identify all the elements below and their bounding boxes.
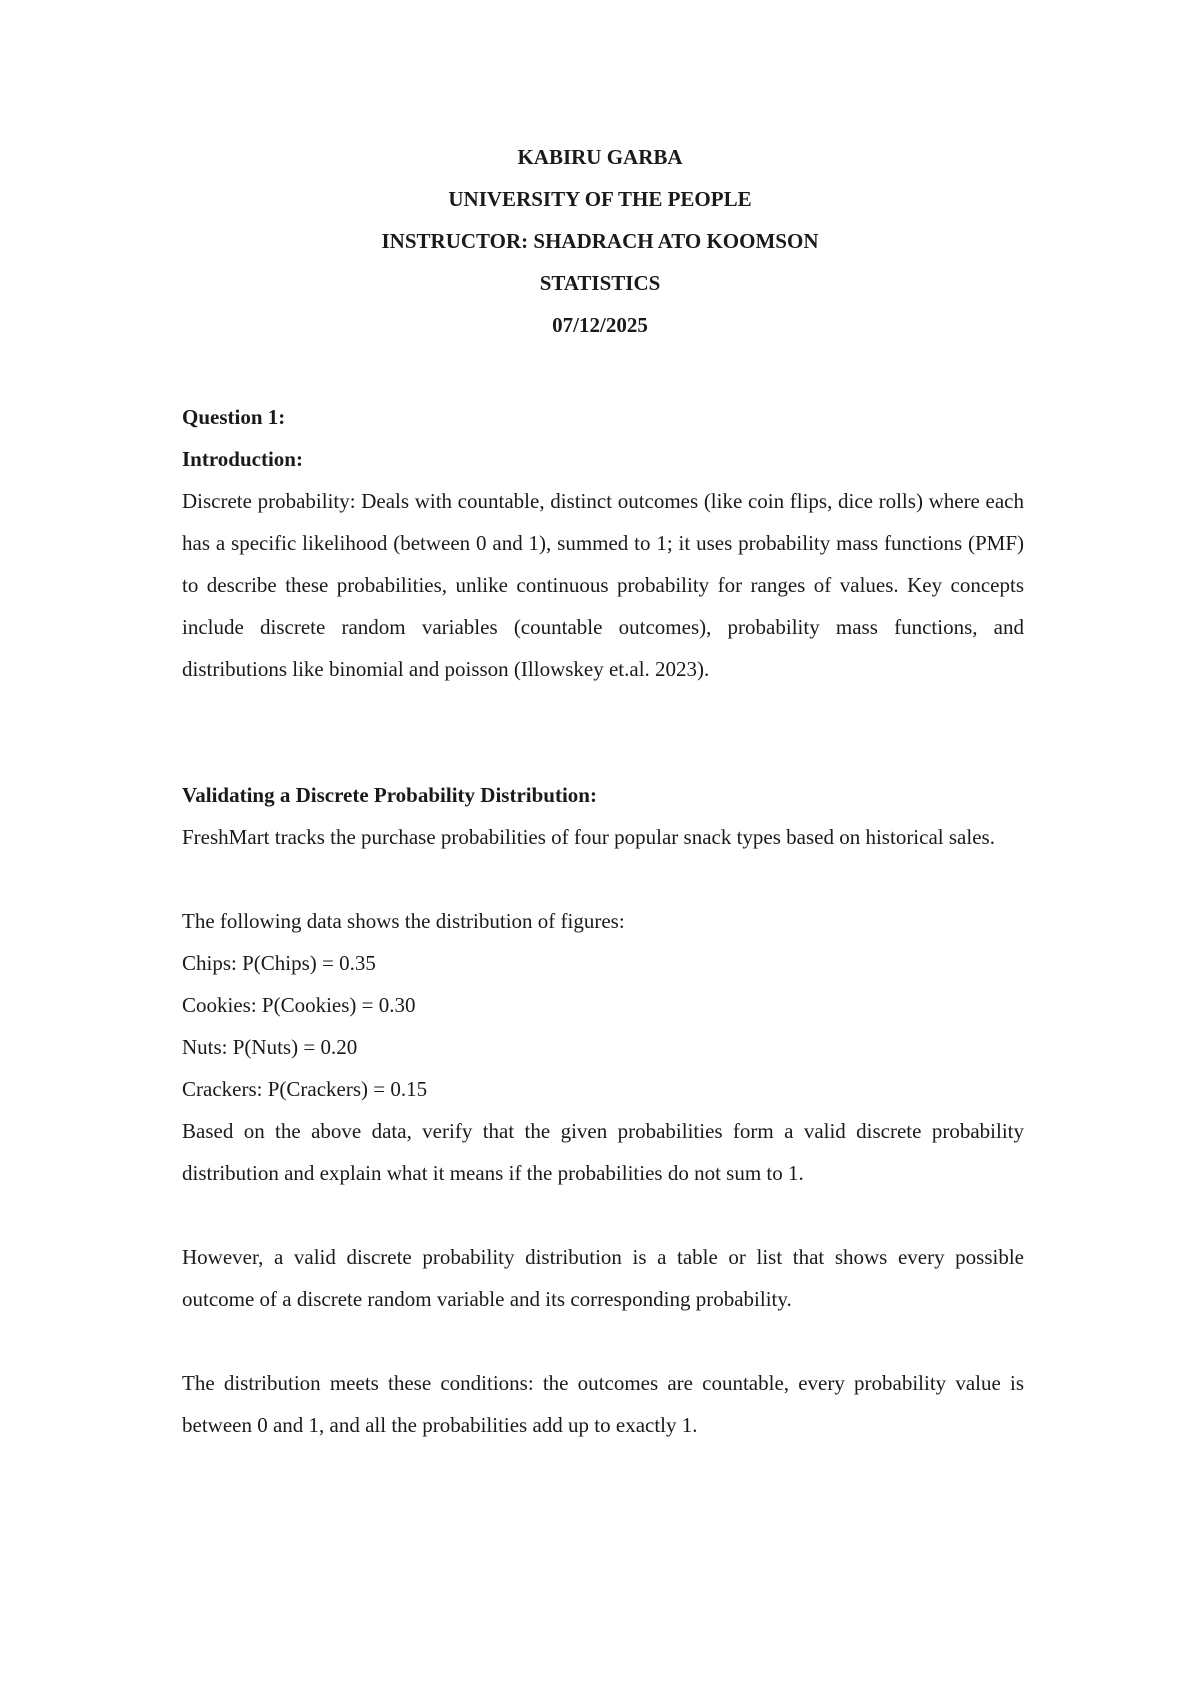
university-name: UNIVERSITY OF THE PEOPLE [448, 187, 752, 211]
instructor-name: INSTRUCTOR: SHADRACH ATO KOOMSON [381, 229, 819, 253]
introduction-heading: Introduction: [182, 447, 303, 471]
conditions-paragraph: The distribution meets these conditions: the outcomes are countable, every probability value is between 0 and 1, and all the probabilities add up to exactly 1. [182, 1371, 1024, 1437]
verify-paragraph: Based on the above data, verify that the given probabilities form a valid discrete probability distribution and explain what it means if the probabilities do not sum to 1. [182, 1119, 1024, 1185]
data-intro-line: The following data shows the distribution of figures: [182, 909, 625, 933]
probability-nuts: Nuts: P(Nuts) = 0.20 [182, 1035, 358, 1059]
author-name: KABIRU GARBA [517, 145, 683, 169]
spacer [182, 1194, 1024, 1236]
probability-crackers: Crackers: P(Crackers) = 0.15 [182, 1077, 428, 1101]
spacer [182, 690, 1024, 774]
course-name: STATISTICS [539, 271, 661, 295]
title-block [0, 145, 1200, 355]
probability-cookies: Cookies: P(Cookies) = 0.30 [182, 993, 416, 1017]
spacer [182, 858, 1024, 900]
introduction-paragraph: Discrete probability: Deals with countable, distinct outcomes (like coin flips, dice rolls) where each has a specific likelihood (between 0 and 1), summed to 1; it uses probability mass functions (PMF) to describe these probabilities, unlike continuous probability for ranges of values. Key concepts include discrete random variables (countable outcomes), probability mass functions, and distributions like binomial and poisson (Illowskey et.al. 2023). [182, 489, 1024, 681]
freshmart-paragraph: FreshMart tracks the purchase probabilities of four popular snack types based on historical sales. [182, 825, 995, 849]
validating-heading: Validating a Discrete Probability Distribution: [182, 783, 597, 807]
spacer [182, 1320, 1024, 1362]
document-body [182, 396, 1024, 1446]
however-paragraph: However, a valid discrete probability distribution is a table or list that shows every possible outcome of a discrete random variable and its corresponding probability. [182, 1245, 1024, 1311]
document-date: 07/12/2025 [552, 313, 648, 337]
question-heading: Question 1: [182, 405, 286, 429]
probability-chips: Chips: P(Chips) = 0.35 [182, 951, 376, 975]
